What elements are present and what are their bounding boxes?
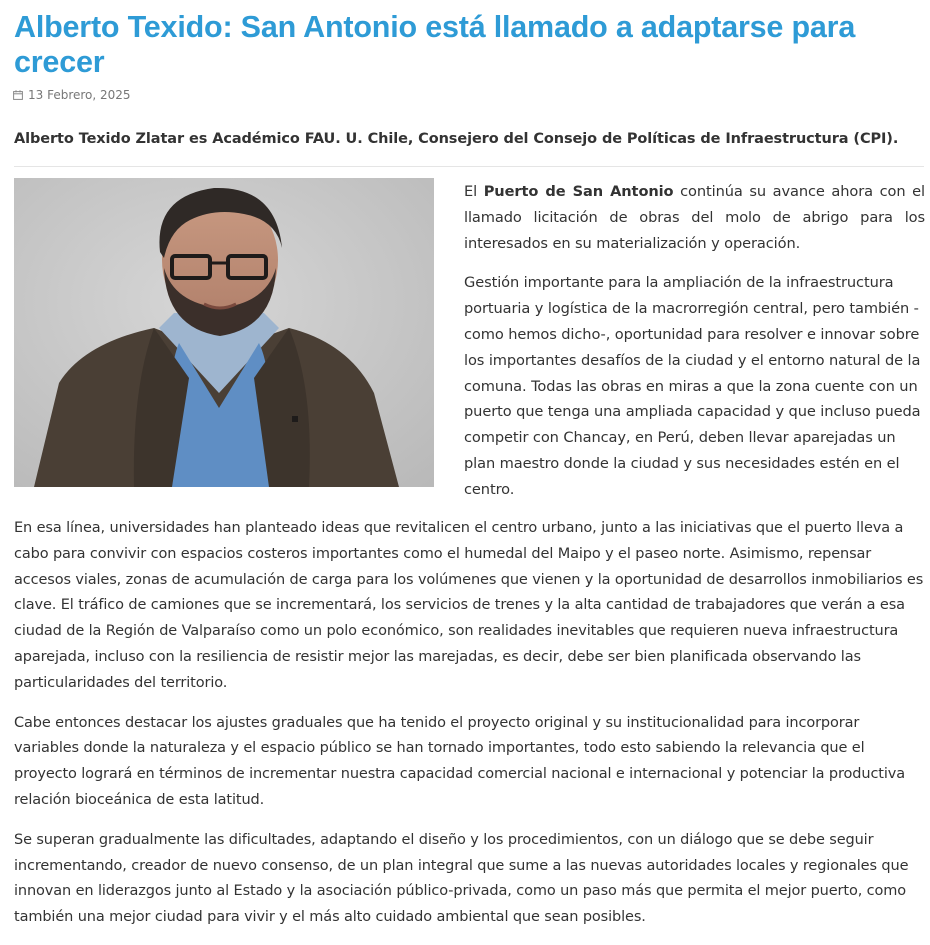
- paragraph-1: [464, 179, 925, 256]
- article-title[interactable]: Alberto Texido: San Antonio está llamado a adaptarse para crecer: [14, 10, 856, 79]
- paragraph-3: En esa línea, universidades han planteado ideas que revitalicen el centro urbano, junto a las iniciativas que el puerto lleva a cabo para convivir con espacios costeros importantes como el humedal del Maipo y el paseo norte. Asimismo, repensar accesos viales, zonas de acumulación de carga para los volúmenes que vienen y la oportunidad de desarrollos inmobiliarios es clave. El tráfico de camiones que se incrementará, los servicios de trenes y la alta cantidad de trabajadores que verán a esa ciudad de la Región de Valparaíso como un polo económico, son realidades inevitables que requieren nueva infraestructura aparejada, incluso con la resiliencia de resistir mejor las marejadas, es decir, debe ser bien planificada observando las particularidades del territorio.: [14, 520, 924, 691]
- author-photo: [14, 178, 434, 487]
- paragraph-1-pre: El: [464, 183, 484, 200]
- port-name: Puerto de San Antonio: [483, 183, 674, 200]
- body-text: [14, 516, 924, 945]
- calendar-icon: [13, 88, 23, 104]
- intro-column: [464, 179, 925, 517]
- post-date: [13, 87, 131, 104]
- paragraph-2: Gestión importante para la ampliación de la infraestructura portuaria y logística de la macrorregión central, pero también -como hemos dicho-, oportunidad para resolver e innovar sobre los importantes desafíos de la ciudad y el entorno natural de la comuna. Todas las obras en miras a que la zona cuente con un puerto que tenga una ampliada capacidad y que incluso pueda competir con Chancay, en Perú, deben llevar aparejadas un plan maestro donde la ciudad y sus necesidades estén en el centro.: [464, 274, 921, 498]
- paragraph-1-post: continúa su avance ahora con el llamado licitación de obras del molo de abrigo para los interesados en su materialización y operación.: [464, 183, 925, 252]
- post-date-text: 13 Febrero, 2025: [28, 88, 131, 102]
- paragraph-5: Se superan gradualmente las dificultades, adaptando el diseño y los procedimientos, con un diálogo que se debe seguir incrementando, creador de nuevo consenso, de un plan integral que sume a las nuevas autoridades locales y regionales que innovan en liderazgos junto al Estado y la asociación público-privada, como un paso más que permita el mejor puerto, como también una mejor ciudad para vivir y el más alto cuidado ambiental que sean posibles.: [14, 831, 909, 926]
- article-lead: Alberto Texido Zlatar es Académico FAU. U. Chile, Consejero del Consejo de Políticas de Infraestructura (CPI).: [14, 131, 899, 147]
- paragraph-4: Cabe entonces destacar los ajustes graduales que ha tenido el proyecto original y su institucionalidad para incorporar variables donde la naturaleza y el espacio público se han tornado importantes, todo esto sabiendo la relevancia que el proyecto logrará en términos de incrementar nuestra capacidad comercial nacional e internacional y potenciar la productiva relación bioceánica de esta latitud.: [14, 714, 905, 808]
- divider: [14, 166, 924, 167]
